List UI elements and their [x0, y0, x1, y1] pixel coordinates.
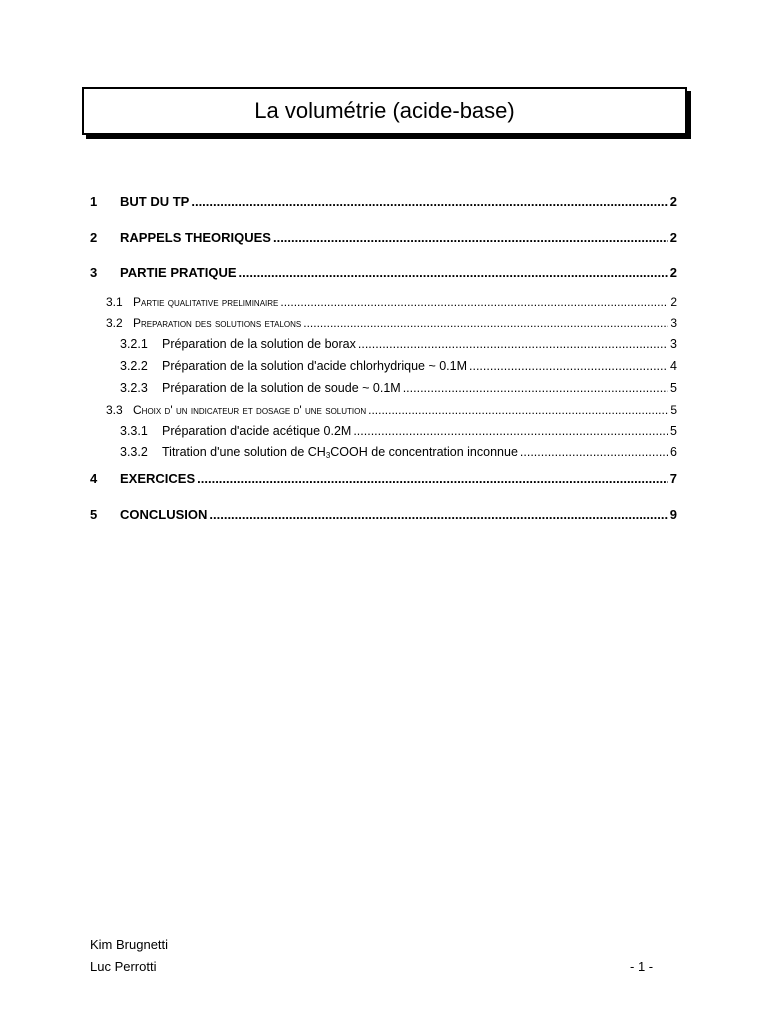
toc-leader	[280, 294, 668, 310]
toc-entry-3-3[interactable]	[90, 402, 677, 418]
toc-entry-1[interactable]	[90, 194, 677, 210]
toc-leader	[197, 471, 668, 487]
page-number: - 1 -	[630, 959, 654, 974]
toc-entry-3-3-1[interactable]	[90, 423, 677, 439]
toc-label: EXERCICES	[120, 471, 196, 486]
toc-number: 3.3.2	[120, 445, 148, 459]
toc-page: 5	[670, 424, 677, 438]
toc-number: 2	[90, 230, 98, 245]
document-title: La volumétrie (acide-base)	[254, 98, 515, 123]
toc-page: 5	[670, 403, 677, 417]
toc-label: Choix d' un indicateur et dosage d' une solution	[133, 403, 367, 417]
toc-label: Preparation des solutions etalons	[133, 316, 302, 330]
toc-leader	[403, 380, 668, 396]
toc-leader	[303, 315, 668, 331]
toc-leader	[239, 265, 668, 281]
toc-entry-3-2-2[interactable]	[90, 358, 677, 374]
toc-label: Préparation de la solution de soude ~ 0.1M	[162, 381, 401, 395]
toc-label: Partie qualitative preliminaire	[133, 295, 279, 309]
toc-entry-3-3-2[interactable]	[90, 444, 677, 460]
toc-number: 3.2	[106, 316, 123, 330]
toc-label-part: COOH de concentration inconnue	[330, 445, 518, 459]
toc-number: 3.3.1	[120, 424, 148, 438]
toc-entry-3[interactable]	[90, 265, 677, 281]
toc-label: CONCLUSION	[120, 507, 208, 522]
toc-number: 3	[90, 265, 98, 280]
footer-author-2: Luc Perrotti	[90, 959, 157, 974]
toc-label: BUT DU TP	[120, 194, 190, 209]
toc-entry-4[interactable]	[90, 471, 677, 487]
toc-label: Préparation de la solution d'acide chlorhydrique ~ 0.1M	[162, 359, 468, 373]
toc-entry-5[interactable]	[90, 507, 677, 523]
toc-number: 3.2.2	[120, 359, 148, 373]
toc-number: 4	[90, 471, 98, 486]
toc-label-subscript: 3	[325, 451, 331, 460]
toc-leader	[368, 402, 668, 418]
toc-label: PARTIE PRATIQUE	[120, 265, 237, 280]
toc-page: 2	[669, 194, 677, 209]
toc-entry-2[interactable]	[90, 230, 677, 246]
toc-page: 5	[670, 381, 677, 395]
toc-page: 2	[669, 265, 677, 280]
toc-leader	[469, 358, 668, 374]
toc-page: 2	[669, 230, 677, 245]
toc-label: Préparation de la solution de borax	[162, 337, 356, 351]
toc-page: 3	[670, 316, 677, 330]
toc-leader	[191, 194, 667, 210]
toc-leader	[358, 336, 668, 352]
toc-label: Préparation d'acide acétique 0.2M	[162, 424, 352, 438]
toc-leader	[353, 423, 668, 439]
toc-number: 3.1	[106, 295, 123, 309]
toc-number: 5	[90, 507, 98, 522]
toc-label	[162, 444, 518, 460]
toc-leader	[273, 230, 668, 246]
toc-leader	[520, 444, 668, 460]
toc-entry-3-1[interactable]	[90, 294, 677, 310]
toc-number: 1	[90, 194, 98, 209]
toc-page: 6	[670, 445, 677, 459]
document-title-box	[82, 87, 687, 135]
toc-page: 2	[670, 295, 677, 309]
toc-page: 9	[669, 507, 677, 522]
toc-label-part: Titration d'une solution de CH	[162, 445, 326, 459]
toc-page: 7	[669, 471, 677, 486]
toc-page: 3	[670, 337, 677, 351]
toc-page: 4	[670, 359, 677, 373]
toc-entry-3-2[interactable]	[90, 315, 677, 331]
toc-entry-3-2-3[interactable]	[90, 380, 677, 396]
toc-number: 3.2.3	[120, 381, 148, 395]
toc-leader	[209, 507, 667, 523]
footer-author-1: Kim Brugnetti	[90, 937, 169, 952]
toc-label: RAPPELS THEORIQUES	[120, 230, 271, 245]
toc-entry-3-2-1[interactable]	[90, 336, 677, 352]
toc-number: 3.2.1	[120, 337, 148, 351]
toc-number: 3.3	[106, 403, 123, 417]
